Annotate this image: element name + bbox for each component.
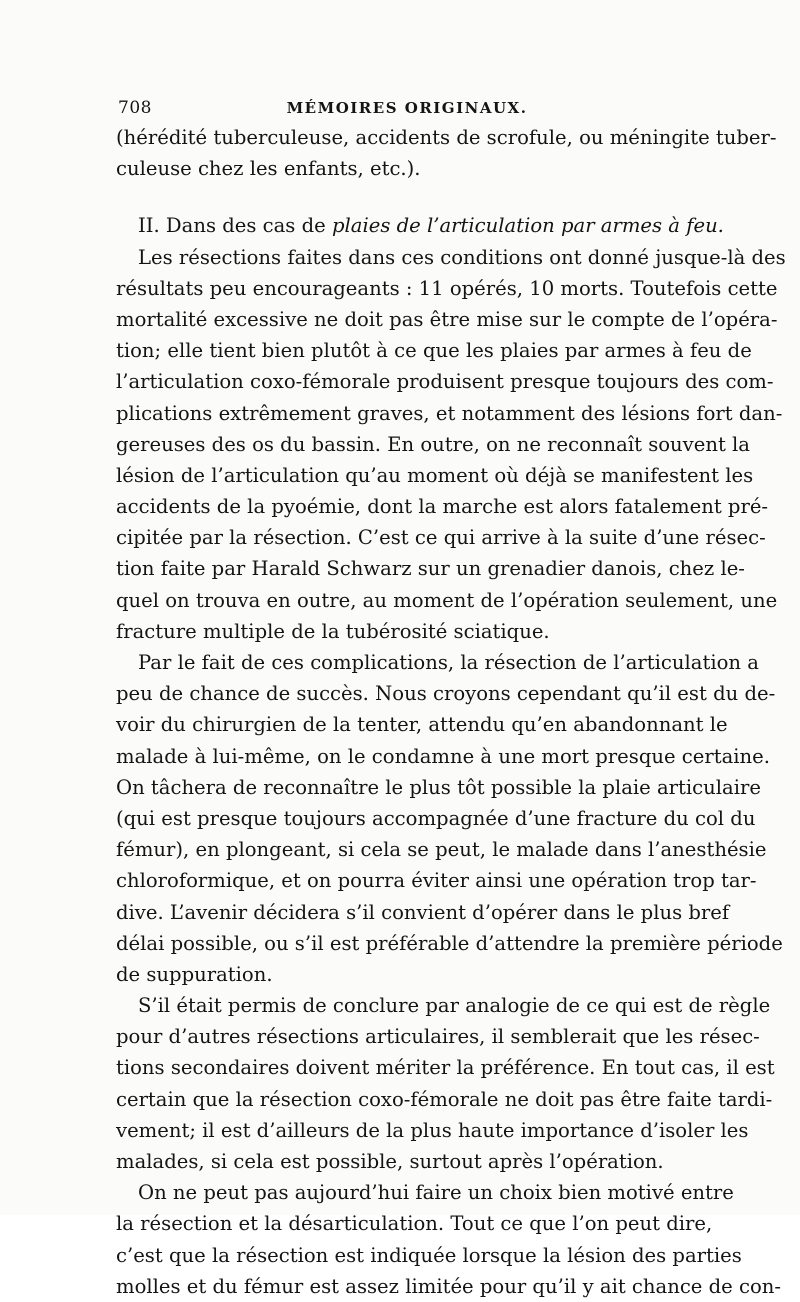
text-line: Les résections faites dans ces conditions ont donné jusque-là des xyxy=(138,245,786,269)
running-title: MÉMOIRES ORIGINAUX. xyxy=(286,99,528,117)
text-line: fracture multiple de la tubérosité sciatique. xyxy=(116,619,550,643)
text-line: cipitée par la résection. C’est ce qui arrive à la suite d’une résec- xyxy=(116,526,766,550)
text-line: certain que la résection coxo-fémorale ne doit pas être faite tardi- xyxy=(116,1087,773,1111)
text-line: malades, si cela est possible, surtout après l’opération. xyxy=(116,1150,664,1173)
text-line: voir du chirurgien de la tenter, attendu qu’en abandonnant le xyxy=(116,713,728,737)
text-line xyxy=(116,210,724,241)
text-line: malade à lui-même, on le condamne à une mort presque certaine. xyxy=(116,744,770,768)
text-line: Par le fait de ces complications, la résection de l’articulation a xyxy=(138,651,759,674)
text-line-prefix: II. Dans des cas de xyxy=(138,214,332,238)
text-line: S’il était permis de conclure par analogie de ce qui est de règle xyxy=(138,994,771,1018)
text-line: tions secondaires doivent mériter la préférence. En tout cas, il est xyxy=(116,1056,775,1080)
text-line: mortalité excessive ne doit pas être mise sur le compte de l’opéra- xyxy=(116,307,778,331)
text-line: quel on trouva en outre, au moment de l’opération seulement, une xyxy=(116,588,778,612)
page-number: 708 xyxy=(118,98,152,118)
text-line: (hérédité tuberculeuse, accidents de scrofule, ou méningite tuber- xyxy=(116,126,777,149)
text-line: tion; elle tient bien plutôt à ce que les plaies par armes à feu de xyxy=(116,339,752,363)
text-line: fémur), en plongeant, si cela se peut, le malade dans l’anesthésie xyxy=(116,838,767,862)
text-line: la résection et la désarticulation. Tout ce que l’on peut dire, xyxy=(116,1212,713,1236)
text-line: dive. L’avenir décidera s’il convient d’opérer dans le plus bref xyxy=(116,900,730,924)
text-line: peu de chance de succès. Nous croyons cependant qu’il est du de- xyxy=(116,682,776,706)
text-line: délai possible, ou s’il est préférable d’attendre la première période xyxy=(116,931,783,955)
text-line: vement; il est d’ailleurs de la plus haute importance d’isoler les xyxy=(116,1118,749,1142)
text-line: (qui est presque toujours accompagnée d’une fracture du col du xyxy=(116,806,756,830)
text-line: gereuses des os du bassin. En outre, on ne reconnaît souvent la xyxy=(116,432,750,456)
text-line: l’articulation coxo-fémorale produisent presque toujours des com- xyxy=(116,370,774,394)
text-line: résultats peu encourageants : 11 opérés, 10 morts. Toutefois cette xyxy=(116,276,778,300)
text-line: culeuse chez les enfants, etc.). xyxy=(116,157,421,181)
text-line: c’est que la résection est indiquée lorsque la lésion des parties xyxy=(116,1243,742,1267)
text-line: accidents de la pyoémie, dont la marche est alors fatalement pré- xyxy=(116,495,769,519)
text-line: lésion de l’articulation qu’au moment où déjà se manifestent les xyxy=(116,463,754,487)
text-line: de suppuration. xyxy=(116,962,273,986)
text-line: tion faite par Harald Schwarz sur un grenadier danois, chez le- xyxy=(116,557,745,581)
text-line: pour d’autres résections articulaires, il semblerait que les résec- xyxy=(116,1025,760,1049)
text-line: chloroformique, et on pourra éviter ainsi une opération trop tar- xyxy=(116,869,757,893)
text-line: plications extrêmement graves, et notamment des lésions fort dan- xyxy=(116,401,783,425)
text-line: On tâchera de reconnaître le plus tôt possible la plaie articulaire xyxy=(116,775,761,799)
body-text xyxy=(116,122,786,1302)
text-line: On ne peut pas aujourd’hui faire un choix bien motivé entre xyxy=(138,1181,734,1205)
text-line: molles et du fémur est assez limitée pour qu’il y ait chance de con- xyxy=(116,1274,782,1298)
running-head xyxy=(118,98,696,120)
italic-phrase: plaies de l’articulation par armes à feu. xyxy=(331,214,724,238)
